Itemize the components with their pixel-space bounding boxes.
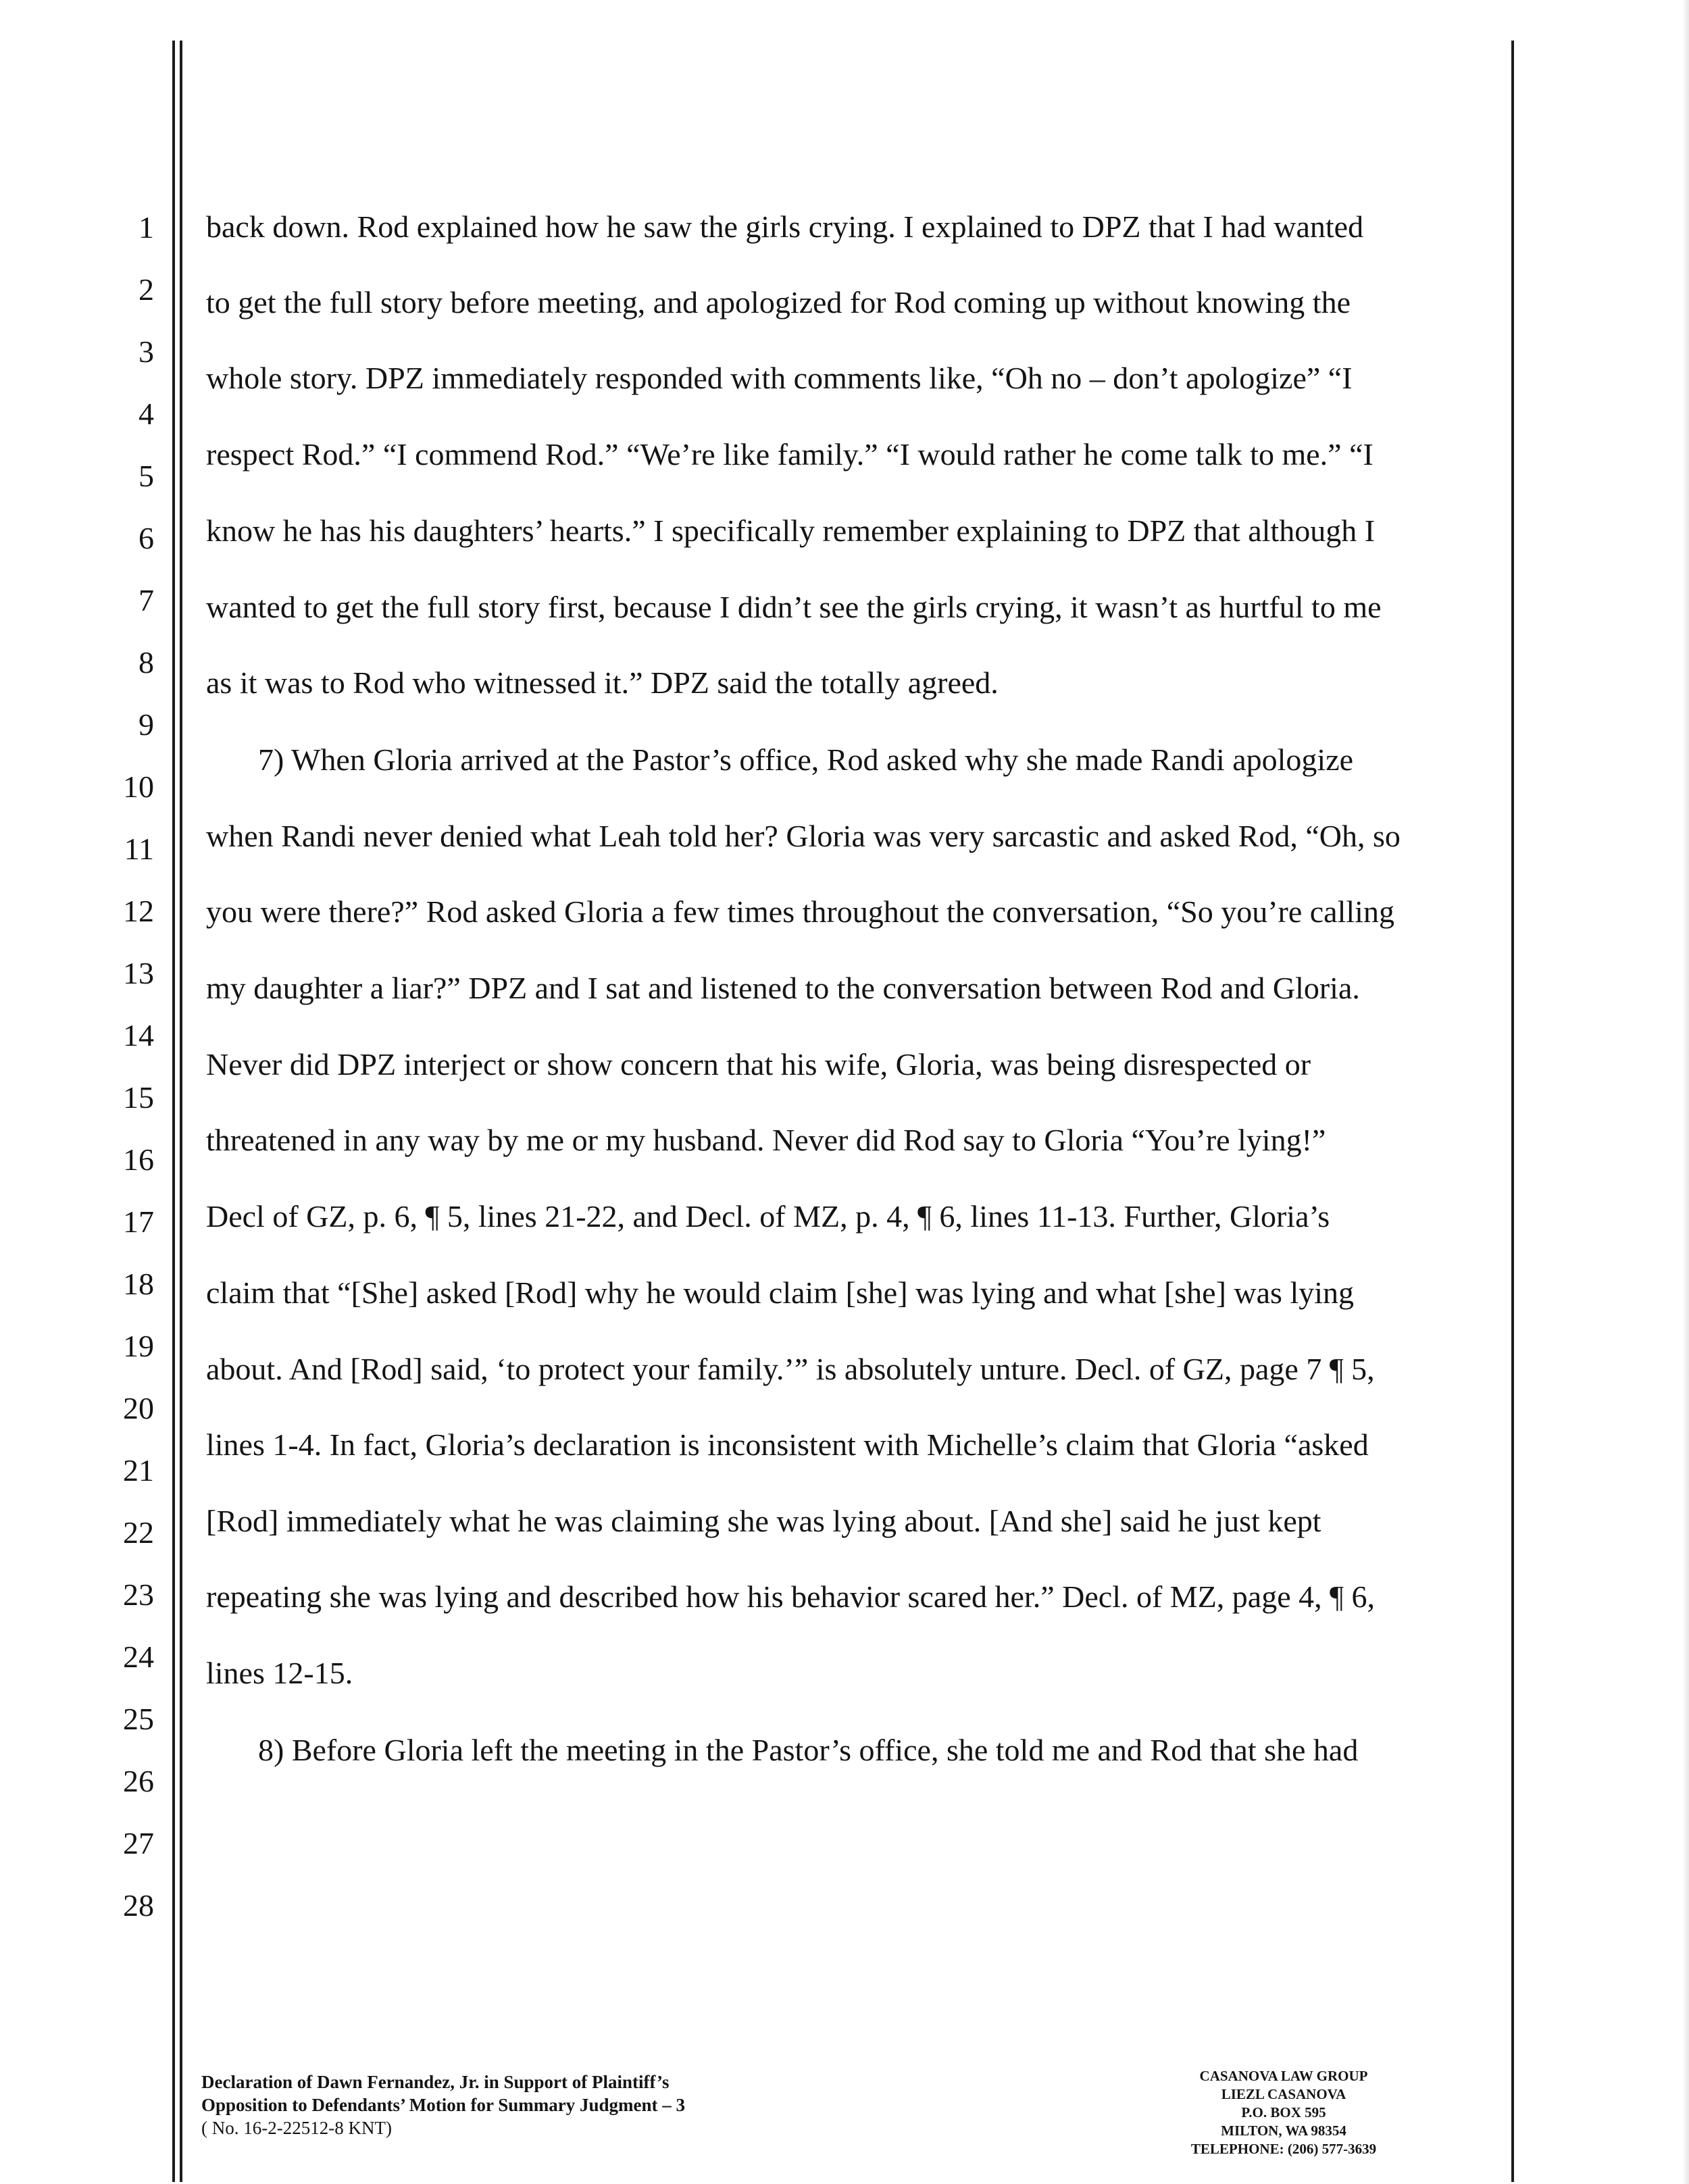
line-number: 3: [138, 334, 154, 369]
line-number: 26: [123, 1764, 154, 1798]
body-text-line: my daughter a liar?” DPZ and I sat and listened to the conversation between Rod and Gloria.: [206, 971, 1360, 1005]
body-text-line: 8) Before Gloria left the meeting in the Pastor’s office, she told me and Rod that she had: [258, 1733, 1359, 1767]
firm-address-block: [1108, 2067, 1459, 2158]
line-number: 6: [138, 521, 154, 555]
body-text-line: threatened in any way by me or my husband. Never did Rod say to Gloria “You’re lying!”: [206, 1123, 1326, 1157]
line-number: 23: [123, 1577, 154, 1612]
line-number: 21: [123, 1453, 154, 1488]
body-text-line: Never did DPZ interject or show concern that his wife, Gloria, was being disrespected or: [206, 1047, 1311, 1082]
firm-name: CASANOVA LAW GROUP: [1199, 2068, 1368, 2084]
line-number: 20: [123, 1391, 154, 1425]
line-number: 13: [123, 956, 154, 990]
line-number: 7: [138, 583, 154, 617]
line-number: 15: [123, 1080, 154, 1115]
line-number: 12: [123, 894, 154, 928]
body-text-line: Decl of GZ, p. 6, ¶ 5, lines 21-22, and Decl. of MZ, p. 4, ¶ 6, lines 11-13. Further, Gloria’s: [206, 1199, 1330, 1234]
line-number: 16: [123, 1142, 154, 1177]
body-text-line: about. And [Rod] said, ‘to protect your family.’” is absolutely unture. Decl. of GZ, page 7 ¶ 5,: [206, 1352, 1375, 1386]
body-text-line: whole story. DPZ immediately responded with comments like, “Oh no – don’t apologize” “I: [206, 361, 1353, 395]
line-number: 17: [123, 1204, 154, 1239]
body-text-line: respect Rod.” “I commend Rod.” “We’re like family.” “I would rather he come talk to me.” “I: [206, 437, 1373, 472]
line-number: 4: [138, 397, 154, 431]
left-margin-rule-outer: [172, 41, 175, 2182]
line-number: 5: [138, 459, 154, 493]
line-number: 24: [123, 1640, 154, 1674]
body-text-line: when Randi never denied what Leah told her? Gloria was very sarcastic and asked Rod, “Oh, so: [206, 819, 1401, 853]
line-number: 10: [123, 769, 154, 804]
line-number: 8: [138, 645, 154, 680]
line-number: 9: [138, 707, 154, 742]
body-text-line: wanted to get the full story first, because I didn’t see the girls crying, it wasn’t as hurtful to me: [206, 590, 1382, 624]
line-number: 28: [123, 1888, 154, 1923]
body-text-line: as it was to Rod who witnessed it.” DPZ said the totally agreed.: [206, 665, 999, 700]
firm-telephone: TELEPHONE: (206) 577-3639: [1190, 2141, 1377, 2157]
footer-caption: [201, 2071, 685, 2139]
body-text-line: know he has his daughters’ hearts.” I specifically remember explaining to DPZ that although I: [206, 513, 1376, 548]
footer-title-line-1: Declaration of Dawn Fernandez, Jr. in Support of Plaintiff’s: [201, 2072, 670, 2092]
footer-title-line-2: Opposition to Defendants’ Motion for Summary Judgment – 3: [201, 2095, 686, 2115]
body-text-line: [Rod] immediately what he was claiming she was lying about. [And she] said he just kept: [206, 1504, 1321, 1538]
line-number: 2: [138, 272, 154, 307]
right-margin-rule: [1511, 41, 1514, 2182]
scan-edge-shadow: [1682, 0, 1689, 2184]
line-number: 22: [123, 1515, 154, 1550]
body-text-line: lines 1-4. In fact, Gloria’s declaration is inconsistent with Michelle’s claim that Gloria “asked: [206, 1427, 1369, 1462]
firm-city: MILTON, WA 98354: [1221, 2123, 1346, 2139]
line-number: 27: [123, 1826, 154, 1860]
body-text-line: claim that “[She] asked [Rod] why he would claim [she] was lying and what [she] was lying: [206, 1275, 1355, 1310]
footer-case-number: ( No. 16-2-22512-8 KNT): [201, 2118, 392, 2138]
body-text-line: repeating she was lying and described how his behavior scared her.” Decl. of MZ, page 4, ¶ 6,: [206, 1579, 1375, 1614]
line-number: 18: [123, 1267, 154, 1301]
body-text-line: back down. Rod explained how he saw the girls crying. I explained to DPZ that I had wanted: [206, 209, 1364, 244]
body-text-line: to get the full story before meeting, and apologized for Rod coming up without knowing the: [206, 285, 1351, 320]
line-number: 11: [124, 832, 154, 866]
body-text-line: you were there?” Rod asked Gloria a few times throughout the conversation, “So you’re calling: [206, 894, 1394, 929]
body-text-line: lines 12-15.: [206, 1656, 353, 1690]
line-number: 19: [123, 1329, 154, 1363]
line-number: 14: [123, 1018, 154, 1052]
attorney-name: LIEZL CASANOVA: [1221, 2086, 1346, 2102]
line-number: 1: [138, 210, 154, 245]
body-text-line: 7) When Gloria arrived at the Pastor’s office, Rod asked why she made Randi apologize: [258, 742, 1354, 777]
firm-po-box: P.O. BOX 595: [1241, 2104, 1326, 2120]
left-margin-rule-inner: [180, 41, 182, 2182]
line-number: 25: [123, 1702, 154, 1736]
